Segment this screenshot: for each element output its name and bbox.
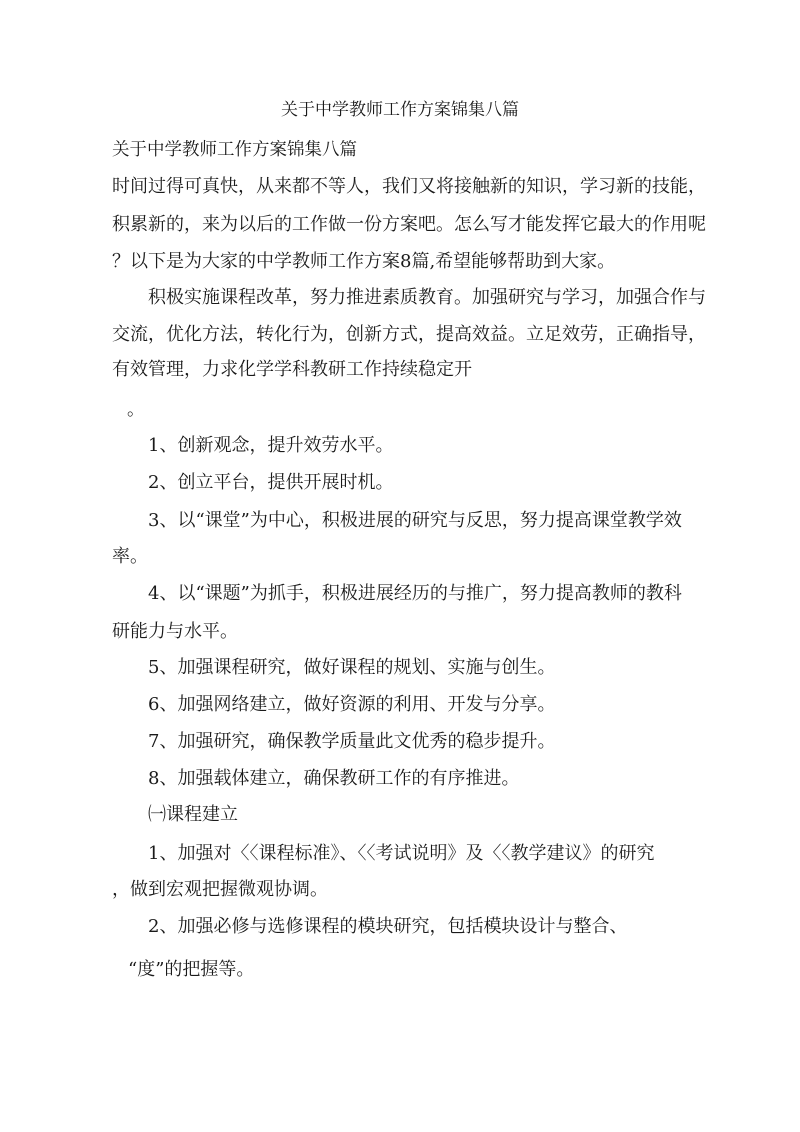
list-item-4-cont: 研能力与水平。 — [112, 621, 238, 642]
list-item-1: 1、创新观念，提升效劳水平。 — [148, 435, 394, 456]
list-item-7: 7、加强研究，确保教学质量此文优秀的稳步提升。 — [148, 731, 556, 752]
intro-line-3: ？以下是为大家的中学教师工作方案8篇,希望能够帮助到大家。 — [112, 251, 616, 272]
section-heading: ㈠课程建立 — [148, 804, 238, 825]
section-item-1: 1、加强对〈〈课程标准》、〈〈考试说明》及〈〈教学建议》的研究 — [148, 843, 655, 864]
list-item-3: 3、以“课堂”为中心，积极进展的研究与反思，努力提高课堂教学效 — [148, 510, 682, 531]
paragraph1-line-1: 积极实施课程改革，努力推进素质教育。加强研究与学习，加强合作与 — [148, 287, 706, 308]
section-item-2: 2、加强必修与选修课程的模块研究，包括模块设计与整合、 — [148, 916, 628, 937]
paragraph1-line-4: 。 — [127, 400, 145, 420]
paragraph1-line-2: 交流，优化方法，转化行为，创新方式，提高效益。立足效劳，正确指导， — [112, 324, 706, 345]
list-item-3-cont: 率。 — [112, 546, 148, 567]
list-item-5: 5、加强课程研究，做好课程的规划、实施与创生。 — [148, 657, 556, 678]
section-item-1-cont: ，做到宏观把握微观协调。 — [112, 879, 328, 900]
document-subtitle: 关于中学教师工作方案锦集八篇 — [112, 140, 357, 160]
intro-line-2: 积累新的，来为以后的工作做一份方案吧。怎么写才能发挥它最大的作用呢 — [112, 214, 706, 235]
section-item-2-cont: “度”的把握等。 — [128, 959, 255, 980]
list-item-4: 4、以“课题”为抓手，积极进展经历的与推广，努力提高教师的教科 — [148, 583, 682, 604]
paragraph1-line-3: 有效管理，力求化学学科教研工作持续稳定开 — [112, 359, 472, 380]
list-item-8: 8、加强载体建立，确保教研工作的有序推进。 — [148, 768, 520, 789]
document-title: 关于中学教师工作方案锦集八篇 — [281, 100, 519, 120]
list-item-6: 6、加强网络建立，做好资源的利用、开发与分享。 — [148, 694, 556, 715]
list-item-2: 2、创立平台，提供开展时机。 — [148, 472, 394, 493]
intro-line-1: 时间过得可真快，从来都不等人，我们又将接触新的知识，学习新的技能， — [112, 176, 706, 197]
